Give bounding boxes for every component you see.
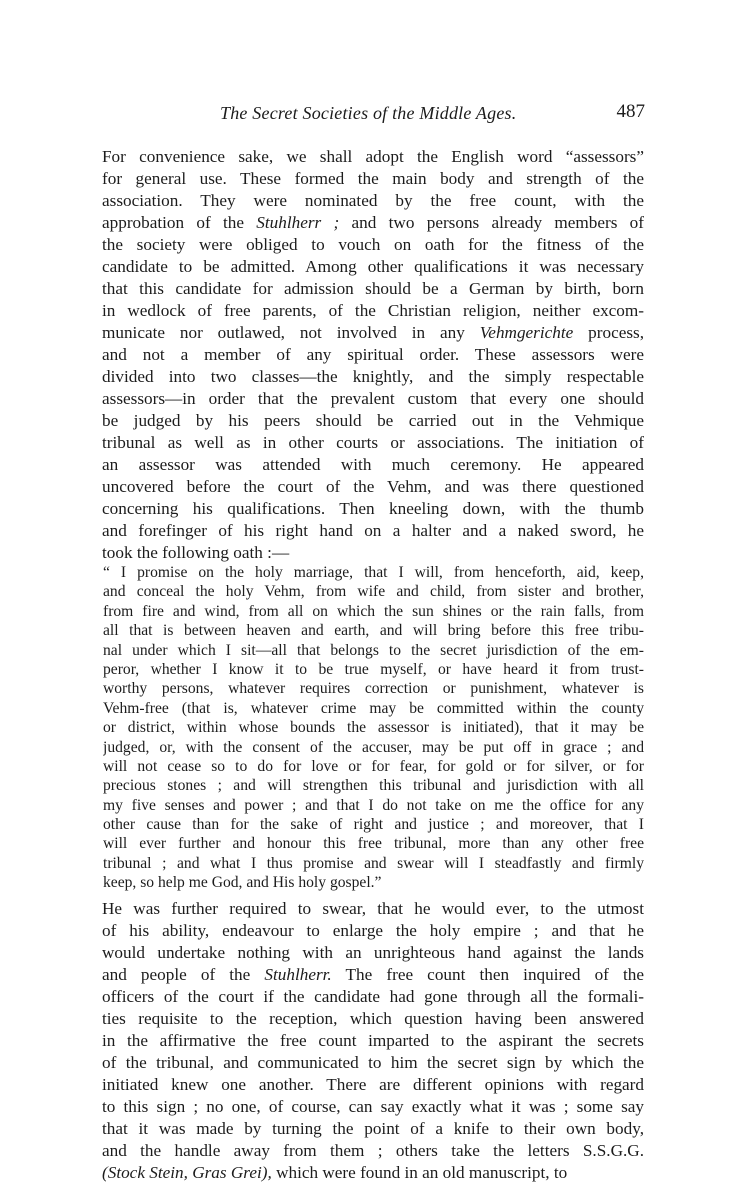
oath-quotation (103, 563, 644, 893)
text-run: process, (573, 323, 644, 342)
text-run: municate nor outlawed, not involved in any (102, 323, 480, 342)
text-run: candidate to be admitted. Among other qualifications it was necessary (102, 257, 644, 276)
italic-term: Stuhlherr. (264, 965, 332, 984)
text-run: of the tribunal, and communicated to him the secret sign by which the (102, 1053, 644, 1072)
text-line (102, 278, 644, 300)
text-run: of his ability, endeavour to enlarge the holy empire ; and that he (102, 921, 644, 940)
text-run: approbation of the (102, 213, 257, 232)
text-line (102, 964, 644, 986)
text-run: in the affirmative the free count imparted to the aspirant the secrets (102, 1031, 644, 1050)
text-run: ties requisite to the reception, which question having been answered (102, 1009, 644, 1028)
text-run: or district, within whose bounds the assessor is initiated), that it may be (103, 719, 644, 737)
text-run: which were found in an old manuscript, to (271, 1163, 568, 1182)
text-run: my five senses and power ; and that I do not take on me the office for any (103, 796, 644, 814)
quote-line (103, 757, 644, 776)
italic-term: (Stock Stein, Gras Grei), (102, 1163, 272, 1182)
text-line (102, 388, 644, 410)
text-run: officers of the court if the candidate had gone through all the formali- (102, 987, 644, 1006)
text-line (102, 1008, 644, 1030)
text-line (102, 432, 644, 454)
quote-line (103, 776, 644, 795)
italic-term: Vehmgerichte (479, 323, 574, 342)
text-line (102, 1030, 644, 1052)
text-line (102, 300, 644, 322)
paragraph-further-oath (102, 898, 644, 1184)
text-line (102, 1052, 644, 1074)
text-run: would undertake nothing with an unrighteous hand against the lands (102, 943, 644, 962)
text-run: peror, whether I know it to be true myself, or have heard it from trust- (103, 660, 644, 678)
text-line (102, 168, 644, 190)
text-line (102, 344, 644, 366)
text-run: the society were obliged to vouch on oath for the fitness of the (102, 235, 644, 254)
text-run: be judged by his peers should be carried out in the Vehmique (102, 411, 644, 430)
text-line (102, 1140, 644, 1162)
text-line (102, 234, 644, 256)
text-line (102, 256, 644, 278)
text-line (102, 322, 644, 344)
text-line (102, 1096, 644, 1118)
text-line (102, 366, 644, 388)
quote-line (103, 621, 644, 640)
text-run: and two persons already members of (339, 213, 644, 232)
page-number: 487 (616, 101, 645, 122)
text-run: For convenience sake, we shall adopt the English word “assessors” (102, 147, 644, 166)
text-line (102, 1074, 644, 1096)
text-run: that it was made by turning the point of a knife to their own body, (102, 1119, 644, 1138)
text-run: an assessor was attended with much ceremony. He appeared (102, 455, 644, 474)
text-line (102, 520, 644, 542)
text-line (102, 454, 644, 476)
text-line (102, 410, 644, 432)
text-run: divided into two classes—the knightly, and the simply respectable (102, 367, 644, 386)
quote-line (103, 582, 644, 601)
quote-line (103, 854, 644, 873)
text-run: nal under which I sit—all that belongs to the secret jurisdiction of the em- (103, 641, 644, 659)
text-run: and the handle away from them ; others take the letters S.S.G.G. (102, 1141, 644, 1160)
quote-line (103, 815, 644, 834)
text-run: concerning his qualifications. Then kneeling down, with the thumb (102, 499, 644, 518)
text-run: He was further required to swear, that he would ever, to the utmost (102, 899, 644, 918)
quote-line (103, 834, 644, 853)
text-line (102, 942, 644, 964)
quote-line (103, 718, 644, 737)
text-run: and forefinger of his right hand on a halter and a naked sword, he (102, 521, 644, 540)
running-title: The Secret Societies of the Middle Ages. (220, 103, 517, 123)
text-line (102, 920, 644, 942)
text-run: in wedlock of free parents, of the Christian religion, neither excom- (102, 301, 644, 320)
text-run: precious stones ; and will strengthen this tribunal and jurisdiction with all (103, 777, 644, 795)
text-run: that this candidate for admission should be a German by birth, born (102, 279, 644, 298)
text-run: keep, so help me God, and His holy gospel.” (103, 874, 382, 892)
text-run: took the following oath :— (102, 543, 290, 562)
italic-term: Stuhlherr ; (256, 213, 340, 232)
text-line (102, 898, 644, 920)
text-line (102, 1118, 644, 1140)
text-run: and not a member of any spiritual order. These assessors were (102, 345, 644, 364)
text-line (102, 476, 644, 498)
text-run: for general use. These formed the main body and strength of the (102, 169, 644, 188)
paragraph-assessors (102, 146, 644, 564)
text-line (102, 498, 644, 520)
quote-line (103, 873, 644, 892)
text-run: “ I promise on the holy marriage, that I will, from henceforth, aid, keep, (103, 564, 644, 581)
text-run: tribunal ; and what I thus promise and swear will I steadfastly and firmly (103, 854, 644, 872)
text-line (102, 146, 644, 168)
text-line (102, 212, 644, 234)
quote-line (103, 563, 644, 582)
quote-line (103, 641, 644, 660)
text-line (102, 542, 644, 564)
text-run: and people of the (102, 965, 265, 984)
text-run: assessors—in order that the prevalent custom that every one should (102, 389, 644, 408)
quote-line (103, 796, 644, 815)
text-run: judged, or, with the consent of the accuser, may be put off in grace ; and (103, 738, 644, 756)
text-line (102, 1162, 644, 1184)
text-line (102, 986, 644, 1008)
running-head (100, 103, 645, 127)
text-run: uncovered before the court of the Vehm, and was there questioned (102, 477, 644, 496)
text-run: to this sign ; no one, of course, can say exactly what it was ; some say (102, 1097, 644, 1116)
text-run: will not cease so to do for love or for fear, for gold or for silver, or for (103, 757, 644, 775)
text-run: and conceal the holy Vehm, from wife and child, from sister and brother, (103, 583, 644, 601)
quote-line (103, 660, 644, 679)
quote-line (103, 679, 644, 698)
text-run: all that is between heaven and earth, and will bring before this free tribu- (103, 622, 644, 640)
text-run: Vehm-free (that is, whatever crime may be committed within the county (103, 699, 644, 717)
text-run: will ever further and honour this free tribunal, more than any other free (103, 835, 644, 853)
text-run: The free count then inquired of the (331, 965, 644, 984)
quote-line (103, 738, 644, 757)
text-run: tribunal as well as in other courts or associations. The initiation of (102, 433, 644, 452)
quote-line (103, 602, 644, 621)
quote-line (103, 699, 644, 718)
text-run: other cause than for the sake of right and justice ; and moreover, that I (103, 816, 644, 834)
text-run: initiated knew one another. There are different opinions with regard (102, 1075, 644, 1094)
text-run: worthy persons, whatever requires correction or punishment, whatever is (103, 680, 644, 698)
text-line (102, 190, 644, 212)
text-run: association. They were nominated by the free count, with the (102, 191, 644, 210)
text-run: from fire and wind, from all on which the sun shines or the rain falls, from (103, 602, 644, 620)
